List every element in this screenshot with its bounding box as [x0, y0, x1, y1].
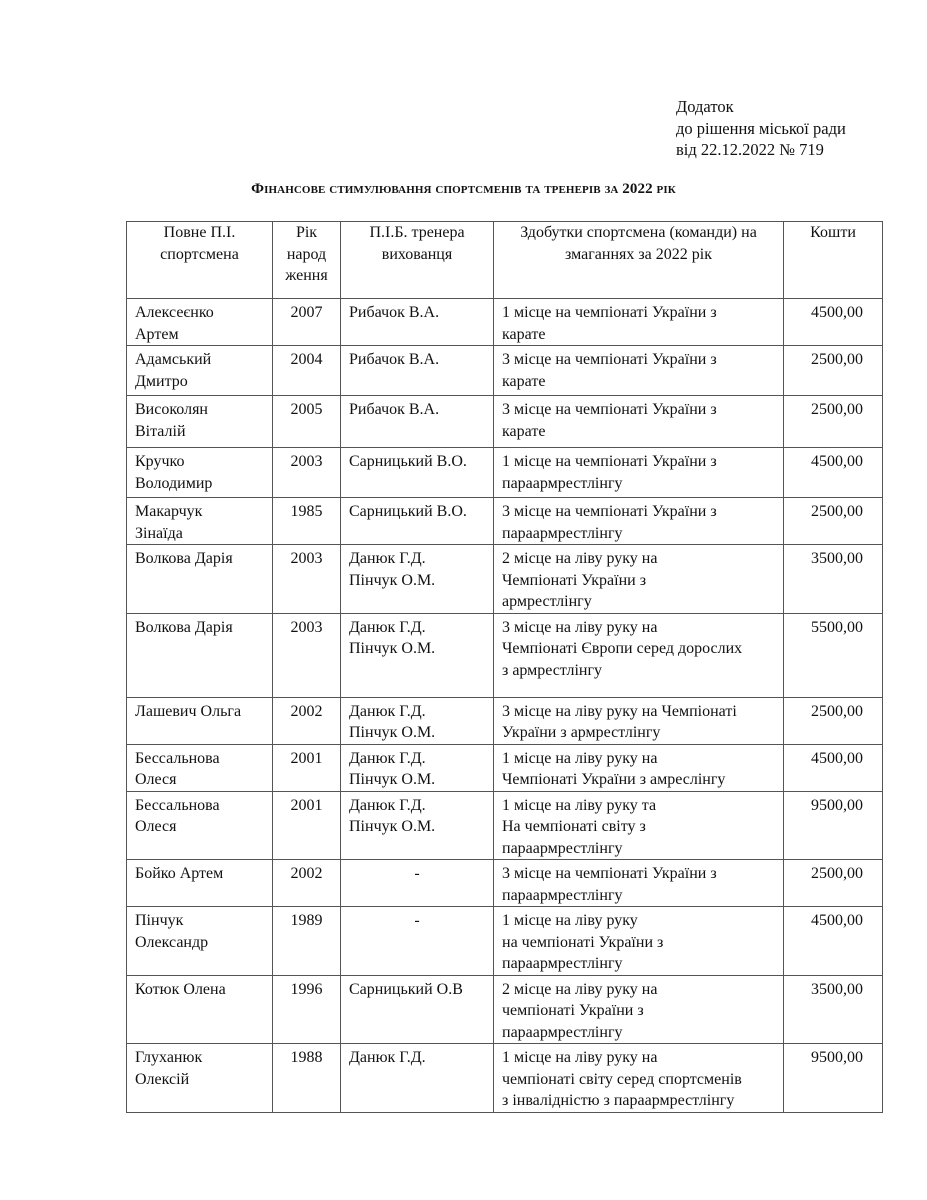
table-row [127, 299, 883, 346]
cell-athlete-name: Бойко Артем [127, 860, 273, 907]
table-row [127, 697, 883, 744]
annex-block [676, 96, 846, 161]
cell-coach: - [341, 907, 494, 976]
cell-amount: 3500,00 [784, 545, 883, 614]
cell-athlete-name: Лашевич Ольга [127, 697, 273, 744]
cell-achievement: 2 місце на ліву руку на чемпіонаті України з параармрестлінгу [494, 975, 784, 1044]
header-coach: П.І.Б. тренера вихованця [341, 222, 494, 299]
table-row [127, 791, 883, 860]
table-row [127, 613, 883, 697]
cell-achievement: 1 місце на ліву руку на чемпіонаті України з параармрестлінгу [494, 907, 784, 976]
cell-achievement: 1 місце на ліву руку на чемпіонаті світу серед спортсменів з інвалідністю з параармрестлінгу [494, 1044, 784, 1113]
cell-amount: 2500,00 [784, 396, 883, 448]
cell-coach: - [341, 860, 494, 907]
cell-coach: Данюк Г.Д. Пінчук О.М. [341, 545, 494, 614]
document-title: Фінансове стимулювання спортсменів та тренерів за 2022 рік [251, 181, 676, 197]
table-row [127, 744, 883, 791]
cell-athlete-name: Волкова Дарія [127, 545, 273, 614]
cell-achievement: 3 місце на чемпіонаті України з параармрестлінгу [494, 860, 784, 907]
athletes-table [126, 221, 883, 1113]
annex-label: Додаток [676, 97, 734, 116]
annex-date-number: від 22.12.2022 № 719 [676, 140, 824, 159]
cell-achievement: 2 місце на ліву руку на Чемпіонаті України з армрестлінгу [494, 545, 784, 614]
cell-athlete-name: Котюк Олена [127, 975, 273, 1044]
cell-achievement: 1 місце на чемпіонаті України з параармрестлінгу [494, 448, 784, 498]
cell-coach: Сарницький В.О. [341, 498, 494, 545]
table-header-row [127, 222, 883, 299]
cell-athlete-name: Глуханюк Олексій [127, 1044, 273, 1113]
cell-athlete-name: Високолян Віталій [127, 396, 273, 448]
cell-coach: Данюк Г.Д. Пінчук О.М. [341, 613, 494, 697]
cell-achievement: 1 місце на чемпіонаті України з карате [494, 299, 784, 346]
cell-achievement: 3 місце на ліву руку на Чемпіонаті Європи серед дорослих з армрестлінгу [494, 613, 784, 697]
cell-amount: 2500,00 [784, 498, 883, 545]
cell-amount: 4500,00 [784, 299, 883, 346]
cell-amount: 3500,00 [784, 975, 883, 1044]
annex-decision: до рішення міської ради [676, 118, 846, 138]
cell-birth-year: 2007 [273, 299, 341, 346]
cell-birth-year: 2001 [273, 744, 341, 791]
cell-amount: 4500,00 [784, 448, 883, 498]
cell-athlete-name: Кручко Володимир [127, 448, 273, 498]
table-row [127, 346, 883, 396]
cell-coach: Данюк Г.Д. Пінчук О.М. [341, 744, 494, 791]
cell-athlete-name: Бессальнова Олеся [127, 744, 273, 791]
cell-coach: Данюк Г.Д. [341, 1044, 494, 1113]
cell-birth-year: 2003 [273, 613, 341, 697]
cell-amount: 2500,00 [784, 346, 883, 396]
cell-coach: Сарницький О.В [341, 975, 494, 1044]
cell-athlete-name: Алексеєнко Артем [127, 299, 273, 346]
table-row [127, 907, 883, 976]
cell-birth-year: 2004 [273, 346, 341, 396]
table-row [127, 1044, 883, 1113]
cell-amount: 9500,00 [784, 791, 883, 860]
table-row [127, 498, 883, 545]
header-year: Рік народ ження [273, 222, 341, 299]
table-row [127, 396, 883, 448]
cell-coach: Рибачок В.А. [341, 346, 494, 396]
cell-birth-year: 2003 [273, 448, 341, 498]
cell-birth-year: 1988 [273, 1044, 341, 1113]
header-name: Повне П.І. спортсмена [127, 222, 273, 299]
header-amount: Кошти [784, 222, 883, 299]
cell-athlete-name: Макарчук Зінаїда [127, 498, 273, 545]
cell-athlete-name: Волкова Дарія [127, 613, 273, 697]
table-row [127, 448, 883, 498]
cell-achievement: 3 місце на чемпіонаті України з параармрестлінгу [494, 498, 784, 545]
cell-achievement: 1 місце на ліву руку та На чемпіонаті світу з параармрестлінгу [494, 791, 784, 860]
cell-birth-year: 2005 [273, 396, 341, 448]
cell-athlete-name: Бессальнова Олеся [127, 791, 273, 860]
cell-achievement: 3 місце на чемпіонаті України з карате [494, 346, 784, 396]
cell-athlete-name: Пінчук Олександр [127, 907, 273, 976]
cell-coach: Сарницький В.О. [341, 448, 494, 498]
table-row [127, 860, 883, 907]
cell-amount: 4500,00 [784, 907, 883, 976]
table-row [127, 545, 883, 614]
cell-coach: Рибачок В.А. [341, 396, 494, 448]
cell-birth-year: 2003 [273, 545, 341, 614]
cell-coach: Данюк Г.Д. Пінчук О.М. [341, 697, 494, 744]
cell-coach: Данюк Г.Д. Пінчук О.М. [341, 791, 494, 860]
header-achievement: Здобутки спортсмена (команди) на змаганнях за 2022 рік [494, 222, 784, 299]
cell-birth-year: 2002 [273, 860, 341, 907]
cell-birth-year: 1985 [273, 498, 341, 545]
cell-amount: 2500,00 [784, 697, 883, 744]
cell-achievement: 1 місце на ліву руку на Чемпіонаті України з амреслінгу [494, 744, 784, 791]
table-row [127, 975, 883, 1044]
cell-amount: 5500,00 [784, 613, 883, 697]
cell-amount: 9500,00 [784, 1044, 883, 1113]
cell-birth-year: 1989 [273, 907, 341, 976]
cell-birth-year: 2001 [273, 791, 341, 860]
cell-birth-year: 2002 [273, 697, 341, 744]
cell-athlete-name: Адамський Дмитро [127, 346, 273, 396]
cell-amount: 4500,00 [784, 744, 883, 791]
cell-achievement: 3 місце на чемпіонаті України з карате [494, 396, 784, 448]
cell-coach: Рибачок В.А. [341, 299, 494, 346]
cell-achievement: 3 місце на ліву руку на Чемпіонаті України з армрестлінгу [494, 697, 784, 744]
cell-birth-year: 1996 [273, 975, 341, 1044]
cell-amount: 2500,00 [784, 860, 883, 907]
